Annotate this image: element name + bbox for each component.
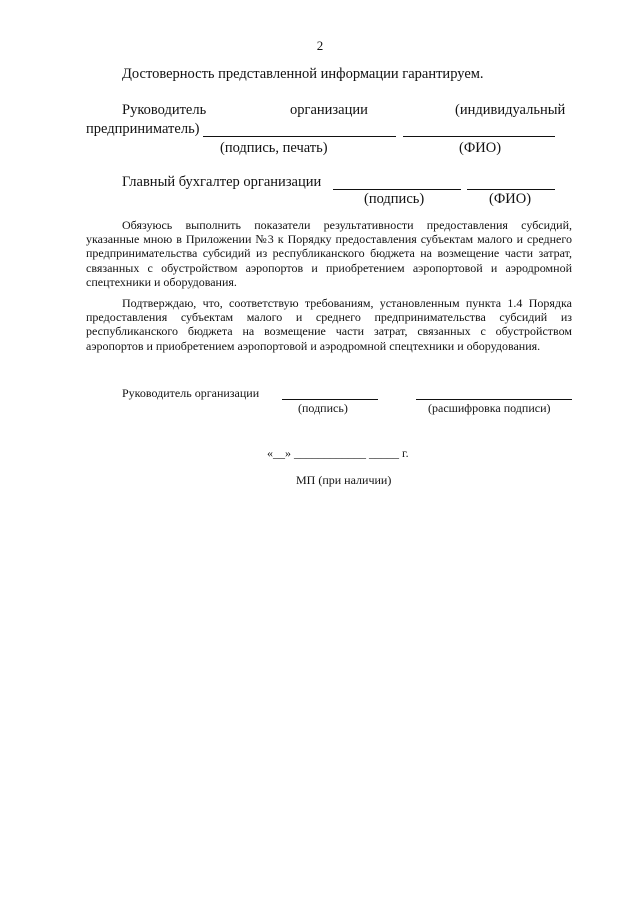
- accountant-signature-caption: (подпись): [364, 191, 425, 207]
- accountant-fio-caption: (ФИО): [489, 191, 532, 207]
- head-fio-line: [403, 136, 555, 137]
- accountant-label: Главный бухгалтер организации: [122, 174, 322, 190]
- date-line: «__» ____________ _____ г.: [267, 446, 409, 460]
- confirmation-paragraph: Подтверждаю, что, соответствую требованиям, установленным пункта 1.4 Порядка предоставления субъектам малого и среднего предпринимательства субсидий из республиканского бюджета на возмещение части затрат, связанных с обустройством аэропортов и приобретением аэропортовой и аэродромной спецтехники и оборудования.: [86, 296, 572, 353]
- guarantee-statement: Достоверность представленной информации гарантируем.: [122, 66, 484, 82]
- head-fio-caption: (ФИО): [459, 140, 502, 156]
- final-signature-caption: (подпись): [298, 401, 348, 415]
- head-signature-caption: (подпись, печать): [220, 140, 328, 156]
- page-number: 2: [316, 38, 324, 53]
- final-signature-line: [282, 399, 378, 400]
- stamp-label: МП (при наличии): [296, 473, 392, 487]
- head-signature-line: [203, 136, 396, 137]
- final-decode-caption: (расшифровка подписи): [428, 401, 551, 415]
- accountant-signature-line: [333, 189, 461, 190]
- head-word-2: организации: [290, 102, 368, 118]
- head-line-2-label: предприниматель): [86, 121, 200, 137]
- head-word-1: Руководитель: [122, 102, 207, 118]
- accountant-fio-line: [467, 189, 555, 190]
- final-head-label: Руководитель организации: [122, 386, 260, 400]
- obligation-paragraph: Обязуюсь выполнить показатели результативности предоставления субсидий, указанные мною в Приложении №3 к Порядку предоставления субъектам малого и среднего предпринимательства субсидий из республиканского бюджета на возмещение части затрат, связанных с обустройством аэропортов и приобретением аэропортовой и аэродромной спецтехники и оборудования.: [86, 218, 572, 289]
- head-word-3: (индивидуальный: [455, 102, 566, 118]
- final-decode-line: [416, 399, 572, 400]
